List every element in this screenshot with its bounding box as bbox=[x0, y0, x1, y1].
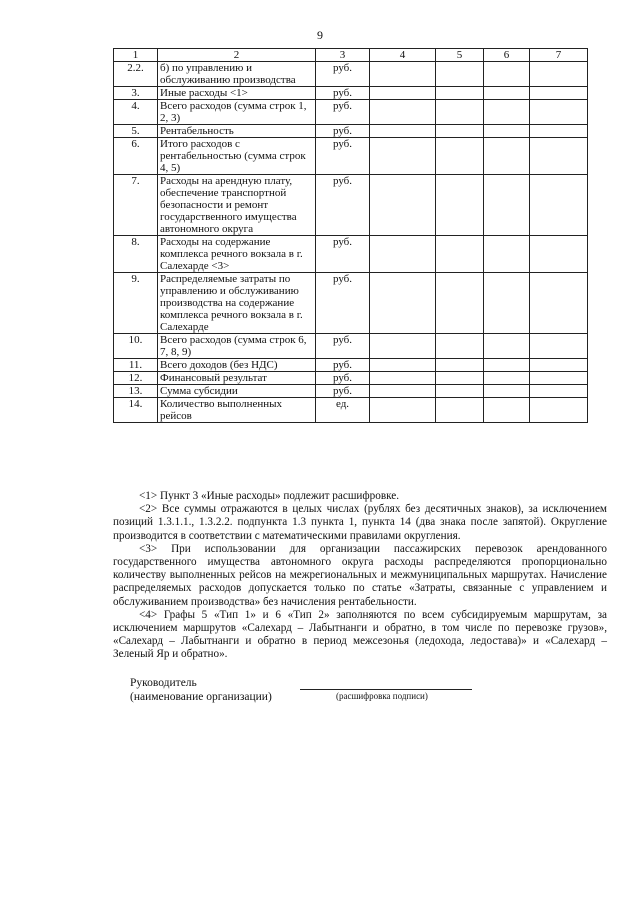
row-number-cell: 11. bbox=[114, 359, 158, 372]
signature-caption: (расшифровка подписи) bbox=[336, 691, 428, 701]
table-row bbox=[114, 372, 588, 385]
row-name-cell: Расходы на содержание комплекса речного вокзала в г. Салехарде <3> bbox=[158, 236, 316, 273]
row-name-cell: Расходы на арендную плату, обеспечение транспортной безопасности и ремонт государственного имущества автономного округа bbox=[158, 175, 316, 236]
row-unit-cell: ед. bbox=[316, 398, 370, 423]
empty-value-cell bbox=[530, 236, 588, 273]
footnote-4: <4> Графы 5 «Тип 1» и 6 «Тип 2» заполняются по всем субсидируемым маршрутам, за исключением маршрутов «Салехард – Лабытнанги и обратно, в том числе по перевозке грузов», «Салехард – Лабытнанги и обратно в период межсезонья (ледохода, ледостава)» и «Салехард – Зеленый Яр и обратно». bbox=[113, 608, 607, 661]
empty-value-cell bbox=[530, 100, 588, 125]
table-row bbox=[114, 125, 588, 138]
empty-value-cell bbox=[370, 100, 436, 125]
empty-value-cell bbox=[370, 138, 436, 175]
empty-value-cell bbox=[436, 372, 484, 385]
empty-value-cell bbox=[370, 398, 436, 423]
row-unit-cell: руб. bbox=[316, 62, 370, 87]
table-row bbox=[114, 273, 588, 334]
empty-value-cell bbox=[436, 138, 484, 175]
table-row bbox=[114, 100, 588, 125]
row-unit-cell: руб. bbox=[316, 175, 370, 236]
empty-value-cell bbox=[484, 334, 530, 359]
table-row bbox=[114, 398, 588, 423]
row-number-cell: 4. bbox=[114, 100, 158, 125]
empty-value-cell bbox=[484, 359, 530, 372]
signature-block bbox=[130, 676, 530, 704]
row-name-cell: Финансовый результат bbox=[158, 372, 316, 385]
empty-value-cell bbox=[484, 125, 530, 138]
footnotes bbox=[113, 490, 607, 662]
row-number-cell: 9. bbox=[114, 273, 158, 334]
row-number-cell: 13. bbox=[114, 385, 158, 398]
table-row bbox=[114, 236, 588, 273]
row-unit-cell: руб. bbox=[316, 372, 370, 385]
row-unit-cell: руб. bbox=[316, 385, 370, 398]
table-row bbox=[114, 138, 588, 175]
row-name-cell: Всего доходов (без НДС) bbox=[158, 359, 316, 372]
header-cell: 5 bbox=[436, 49, 484, 62]
empty-value-cell bbox=[436, 334, 484, 359]
empty-value-cell bbox=[484, 372, 530, 385]
empty-value-cell bbox=[530, 138, 588, 175]
empty-value-cell bbox=[484, 273, 530, 334]
empty-value-cell bbox=[436, 87, 484, 100]
empty-value-cell bbox=[530, 125, 588, 138]
footnote-2: <2> Все суммы отражаются в целых числах (рублях без десятичных знаков), за исключением позиций 1.3.1.1., 1.3.2.2. подпункта 1.3 пункта 1, пункта 14 (два знака после запятой). Округление производится в соответствии с математическими правилами округления. bbox=[113, 503, 607, 542]
empty-value-cell bbox=[436, 236, 484, 273]
table-row bbox=[114, 359, 588, 372]
header-cell: 4 bbox=[370, 49, 436, 62]
row-unit-cell: руб. bbox=[316, 125, 370, 138]
row-number-cell: 14. bbox=[114, 398, 158, 423]
empty-value-cell bbox=[370, 359, 436, 372]
signature-line bbox=[300, 689, 472, 690]
expense-table bbox=[113, 48, 588, 423]
empty-value-cell bbox=[530, 273, 588, 334]
empty-value-cell bbox=[436, 175, 484, 236]
table-row bbox=[114, 87, 588, 100]
header-cell: 7 bbox=[530, 49, 588, 62]
row-unit-cell: руб. bbox=[316, 359, 370, 372]
empty-value-cell bbox=[436, 273, 484, 334]
row-number-cell: 7. bbox=[114, 175, 158, 236]
empty-value-cell bbox=[484, 385, 530, 398]
table-body bbox=[114, 62, 588, 423]
table-header-row bbox=[114, 49, 588, 62]
footnote-3: <3> При использовании для организации пассажирских перевозок арендованного государственного имущества автономного округа расходы распределяются пропорционально количеству выполненных рейсов на межрегиональных и межмуниципальных маршрутах. Начисление распределяемых расходов допускается только по статье «Затраты, связанные с управлением и обслуживанием производства» без начисления рентабельности. bbox=[113, 542, 607, 608]
row-name-cell: Распределяемые затраты по управлению и обслуживанию производства на содержание комплекса речного вокзала в г. Салехарде bbox=[158, 273, 316, 334]
empty-value-cell bbox=[530, 62, 588, 87]
empty-value-cell bbox=[370, 125, 436, 138]
empty-value-cell bbox=[484, 138, 530, 175]
empty-value-cell bbox=[530, 398, 588, 423]
row-name-cell: Всего расходов (сумма строк 6, 7, 8, 9) bbox=[158, 334, 316, 359]
header-cell: 1 bbox=[114, 49, 158, 62]
empty-value-cell bbox=[530, 334, 588, 359]
row-number-cell: 12. bbox=[114, 372, 158, 385]
row-name-cell: б) по управлению и обслуживанию производства bbox=[158, 62, 316, 87]
row-number-cell: 8. bbox=[114, 236, 158, 273]
row-number-cell: 3. bbox=[114, 87, 158, 100]
table-row bbox=[114, 175, 588, 236]
empty-value-cell bbox=[436, 359, 484, 372]
empty-value-cell bbox=[370, 87, 436, 100]
header-cell: 2 bbox=[158, 49, 316, 62]
row-unit-cell: руб. bbox=[316, 236, 370, 273]
page-number: 9 bbox=[317, 28, 323, 42]
empty-value-cell bbox=[370, 372, 436, 385]
row-name-cell: Количество выполненных рейсов bbox=[158, 398, 316, 423]
empty-value-cell bbox=[370, 385, 436, 398]
empty-value-cell bbox=[436, 125, 484, 138]
empty-value-cell bbox=[436, 385, 484, 398]
empty-value-cell bbox=[530, 175, 588, 236]
row-unit-cell: руб. bbox=[316, 273, 370, 334]
table-row bbox=[114, 334, 588, 359]
signer-title: Руководитель bbox=[130, 677, 197, 689]
empty-value-cell bbox=[484, 100, 530, 125]
row-name-cell: Иные расходы <1> bbox=[158, 87, 316, 100]
row-unit-cell: руб. bbox=[316, 100, 370, 125]
header-cell: 3 bbox=[316, 49, 370, 62]
empty-value-cell bbox=[370, 334, 436, 359]
row-number-cell: 10. bbox=[114, 334, 158, 359]
row-number-cell: 5. bbox=[114, 125, 158, 138]
empty-value-cell bbox=[370, 273, 436, 334]
empty-value-cell bbox=[484, 87, 530, 100]
row-name-cell: Итого расходов с рентабельностью (сумма строк 4, 5) bbox=[158, 138, 316, 175]
row-unit-cell: руб. bbox=[316, 87, 370, 100]
empty-value-cell bbox=[436, 100, 484, 125]
empty-value-cell bbox=[530, 359, 588, 372]
empty-value-cell bbox=[370, 236, 436, 273]
row-number-cell: 2.2. bbox=[114, 62, 158, 87]
empty-value-cell bbox=[530, 372, 588, 385]
table-row bbox=[114, 62, 588, 87]
empty-value-cell bbox=[530, 87, 588, 100]
empty-value-cell bbox=[436, 62, 484, 87]
row-name-cell: Рентабельность bbox=[158, 125, 316, 138]
row-name-cell: Сумма субсидии bbox=[158, 385, 316, 398]
footnote-1: <1> Пункт 3 «Иные расходы» подлежит расшифровке. bbox=[139, 490, 400, 502]
empty-value-cell bbox=[484, 236, 530, 273]
row-name-cell: Всего расходов (сумма строк 1, 2, 3) bbox=[158, 100, 316, 125]
empty-value-cell bbox=[370, 62, 436, 87]
row-unit-cell: руб. bbox=[316, 138, 370, 175]
signer-organization: (наименование организации) bbox=[130, 691, 272, 703]
row-number-cell: 6. bbox=[114, 138, 158, 175]
empty-value-cell bbox=[530, 385, 588, 398]
empty-value-cell bbox=[484, 62, 530, 87]
header-cell: 6 bbox=[484, 49, 530, 62]
empty-value-cell bbox=[484, 175, 530, 236]
row-unit-cell: руб. bbox=[316, 334, 370, 359]
empty-value-cell bbox=[484, 398, 530, 423]
table-row bbox=[114, 385, 588, 398]
empty-value-cell bbox=[436, 398, 484, 423]
empty-value-cell bbox=[370, 175, 436, 236]
